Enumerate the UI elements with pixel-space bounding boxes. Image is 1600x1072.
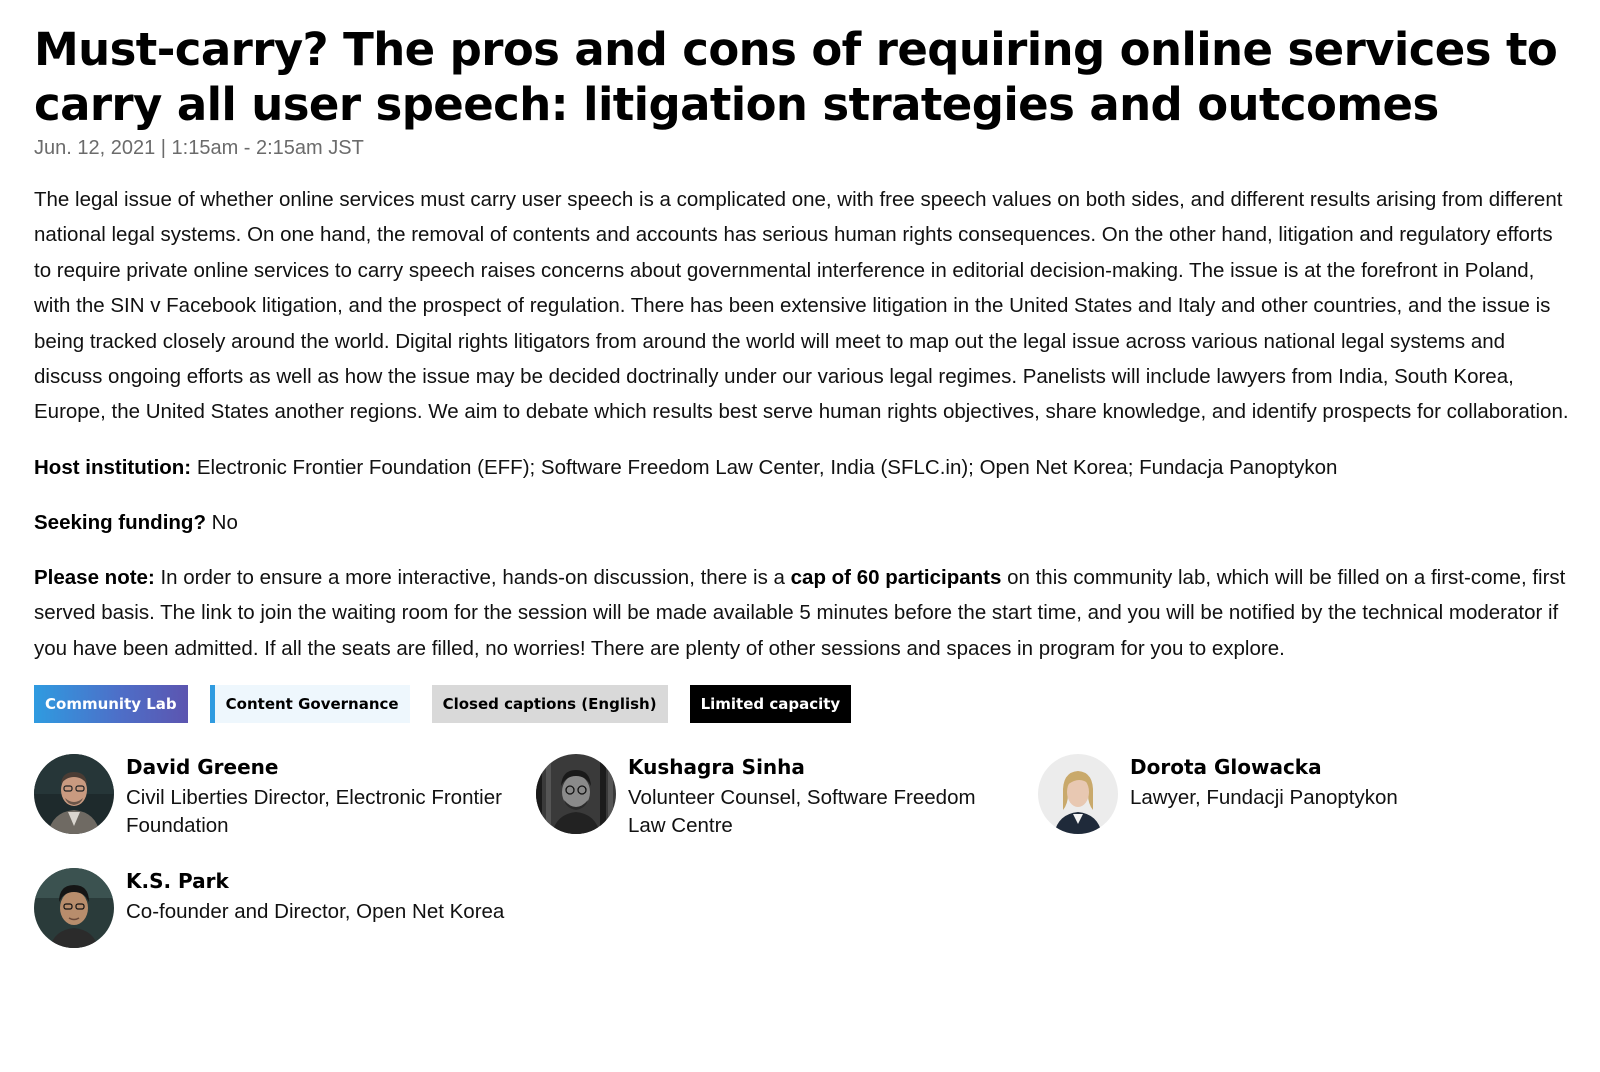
avatar[interactable] [34, 754, 114, 834]
speaker-card[interactable] [1038, 754, 1540, 840]
speaker-name[interactable]: David Greene [126, 755, 279, 780]
tag-list [34, 685, 1569, 723]
tag-limited-capacity[interactable]: Limited capacity [690, 685, 852, 723]
host-value: Electronic Frontier Foundation (EFF); Software Freedom Law Center, India (SFLC.in); Open Net Korea; Fundacja Panoptykon [196, 455, 1338, 479]
speaker-name[interactable]: Kushagra Sinha [628, 755, 805, 780]
please-note [34, 560, 1569, 666]
speaker-name[interactable]: K.S. Park [126, 869, 229, 894]
host-label: Host institution: [34, 455, 192, 479]
avatar[interactable] [1038, 754, 1118, 834]
funding-label: Seeking funding? [34, 510, 206, 534]
avatar[interactable] [536, 754, 616, 834]
speaker-card[interactable] [34, 754, 536, 840]
funding-value: No [211, 510, 238, 534]
tag-content-governance[interactable]: Content Governance [210, 685, 410, 723]
speaker-text [126, 754, 506, 840]
note-text-after: on this community lab, which will be filled on a first-come, first served basis. The link to join the waiting room for the session will be made available 5 minutes before the start time, and you will be notified by the technical moderator if you have been admitted. If all the seats are filled, no worries! There are plenty of other sessions and spaces in program for you to explore. [34, 565, 1566, 660]
speaker-role: Co-founder and Director, Open Net Korea [126, 900, 505, 924]
speaker-text [126, 868, 506, 926]
speaker-name[interactable]: Dorota Glowacka [1130, 755, 1322, 780]
host-institution [34, 450, 1569, 485]
speaker-text [1130, 754, 1510, 812]
speaker-card[interactable] [536, 754, 1038, 840]
page-title: Must-carry? The pros and cons of requiring online services to carry all user speech: litigation strategies and outcomes [34, 23, 1558, 131]
note-text-before: In order to ensure a more interactive, hands-on discussion, there is a [160, 565, 785, 589]
tag-closed-captions[interactable]: Closed captions (English) [432, 685, 668, 723]
event-description: The legal issue of whether online services must carry user speech is a complicated one, with free speech values on both sides, and different results arising from different national legal systems. On one hand, the removal of contents and accounts has serious human rights consequences. On the other hand, litigation and regulatory efforts to require private online services to carry speech raises concerns about governmental interference in editorial decision-making. The issue is at the forefront in Poland, with the SIN v Facebook litigation, and the prospect of regulation. There has been extensive litigation in the United States and Italy and other countries, and the issue is being tracked closely around the world. Digital rights litigators from around the world will meet to map out the legal issue across various national legal systems and discuss ongoing efforts as well as how the issue may be decided doctrinally under our various legal regimes. Panelists will include lawyers from India, South Korea, Europe, the United States another regions. We aim to debate which results best serve human rights objectives, share knowledge, and identify prospects for collaboration. [34, 188, 1569, 424]
speaker-role: Volunteer Counsel, Software Freedom Law Centre [628, 786, 976, 838]
note-emphasis: cap of 60 participants [790, 565, 1002, 589]
speaker-role: Civil Liberties Director, Electronic Frontier Foundation [126, 786, 502, 838]
avatar[interactable] [34, 868, 114, 948]
event-datetime: Jun. 12, 2021 | 1:15am - 2:15am JST [34, 137, 364, 159]
speaker-role: Lawyer, Fundacji Panoptykon [1130, 786, 1398, 810]
speaker-list [34, 754, 1569, 948]
seeking-funding [34, 505, 1569, 540]
event-page [34, 22, 1569, 948]
tag-community-lab[interactable]: Community Lab [34, 685, 188, 723]
speaker-card[interactable] [34, 868, 536, 948]
note-label: Please note: [34, 565, 155, 589]
speaker-text [628, 754, 1008, 840]
